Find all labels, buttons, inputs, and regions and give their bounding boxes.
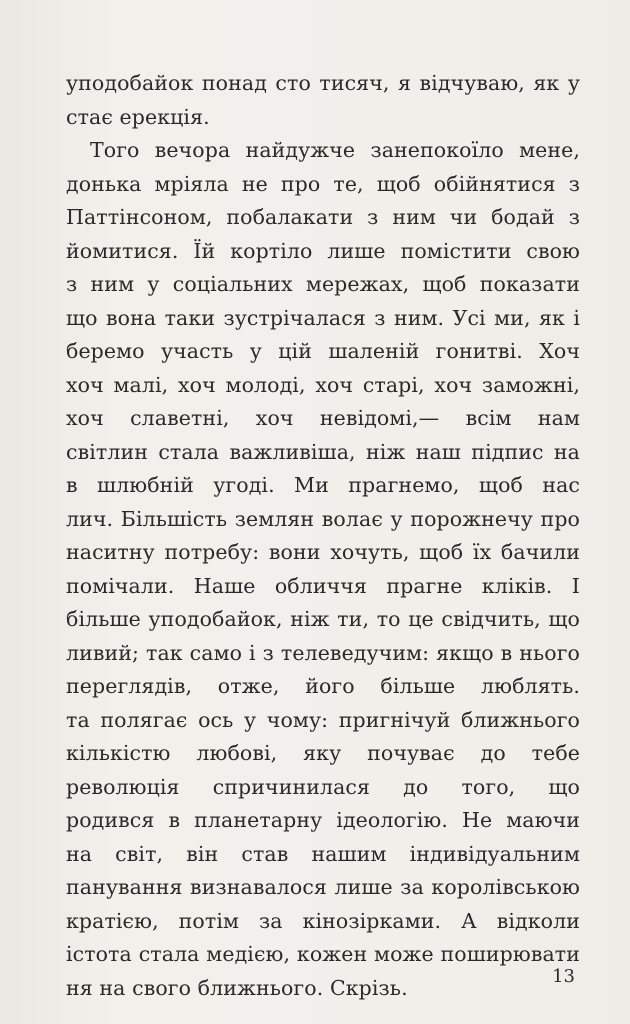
text-line: переглядів, отже, його більше люблять. [66,674,580,698]
body-text [66,67,580,1005]
page-number: 13 [552,966,575,987]
text-line: хоч малі, хоч молоді, хоч старі, хоч заможні, [66,372,580,397]
text-line: з ним у соціальних мережах, щоб показати [66,272,580,296]
text-line: що вона таки зустрічалася з ним. Усі ми, як і [66,305,580,330]
text-line: Паттінсоном, побалакати з ним чи бодай з [66,205,580,229]
text-line: більше уподобайок, ніж ти, то це свідчить, що [66,607,580,631]
text-line: світлин стала важливіша, ніж наш підпис на [66,439,580,464]
text-line: лич. Більшість землян волає у порожнечу про [66,506,580,531]
text-line: кількістю любові, яку почуває до тебе [66,741,580,765]
text-line: ливий; так само і з телеведучим: якщо в нього [66,640,580,665]
text-line: кратією, потім за кінозірками. А відколи [66,908,580,933]
text-line: панування визнавалося лише за королівською [66,875,580,899]
text-line: беремо участь у цій шаленій гонитві. Хоч [66,339,580,363]
text-line: уподобайок понад сто тисяч, я відчуваю, як у [66,71,580,95]
text-line: та полягає ось у чому: пригнічуй ближнього [66,707,580,732]
text-line: помічали. Наше обличчя прагне кліків. І [66,573,580,598]
text-line: хоч славетні, хоч невідомі,— всім нам [66,406,580,430]
text-line: йомитися. Їй кортіло лише помістити свою [66,238,580,263]
text-line: стає ерекція. [66,104,210,129]
text-line: донька мріяла не про те, щоб обійнятися з [66,171,580,196]
text-line: на світ, він став нашим індивідуальним [66,841,580,866]
text-line: ня на свого ближнього. Скрізь. [66,975,408,1000]
text-line: Того вечора найдужче занепокоїло мене, [90,138,580,162]
text-line: наситну потребу: вони хочуть, щоб їх бачили [66,540,580,564]
text-line: істота стала медією, кожен може поширювати [66,942,580,966]
text-line: родився в планетарну ідеологію. Не маючи [66,808,580,832]
text-line: революція спричинилася до того, що [66,774,580,799]
text-line: в шлюбній угоді. Ми прагнемо, щоб нас [66,473,580,497]
